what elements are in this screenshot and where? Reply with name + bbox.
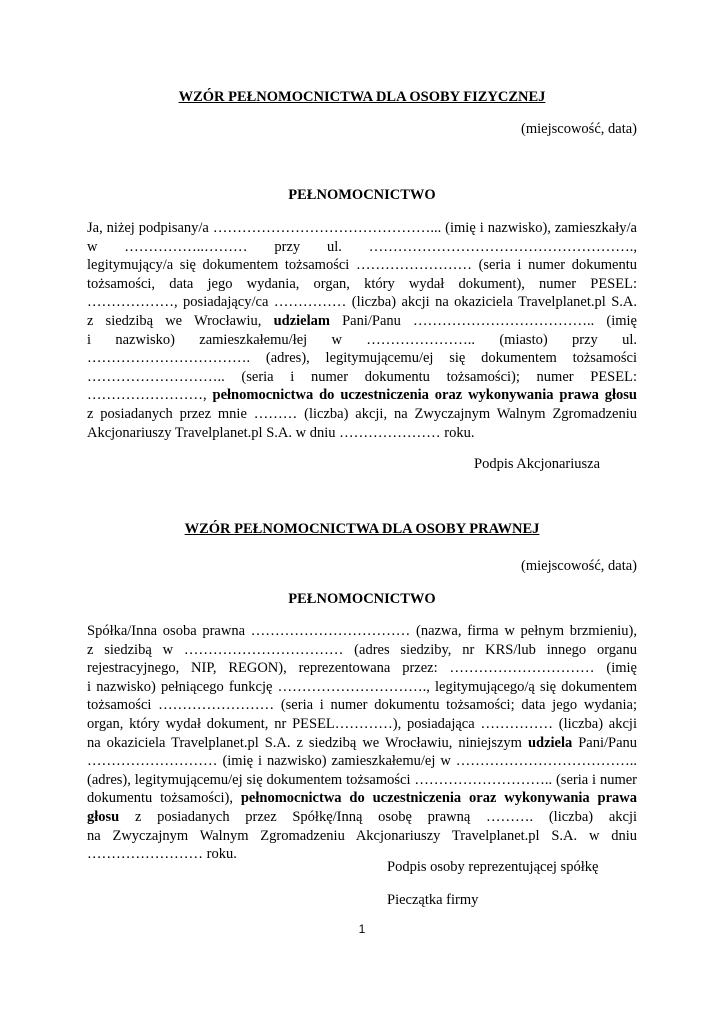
- body-line: legitymujący/a się dokumentem tożsamości …………………… (seria i numer dokumentu: [87, 257, 637, 274]
- body-line: Ja, niżej podpisany/a ………………………………………... (imię i nazwisko), zamieszkały/a: [87, 220, 637, 236]
- body-line: tożsamości …………………… (seria i numer dokumentu tożsamości; data jego wydania;: [87, 697, 637, 714]
- body-line: …………………… roku.: [87, 846, 237, 863]
- body-line: na okaziciela Travelplanet.pl S.A. z siedzibą we Wrocławiu, niniejszym udziela Pani/Panu: [87, 734, 638, 751]
- section2-signature: Podpis osoby reprezentującej spółkę: [387, 859, 599, 875]
- body-line: (adres), legitymującemu/ej się dokumentem tożsamości ……………………….. (seria i numer: [87, 771, 637, 788]
- body-line: głosu z posiadanych przez Spółkę/Inną osobę prawną ………. (liczba) akcji: [87, 808, 637, 825]
- body-line: ……………………… (imię i nazwisko) zamieszkałemu/ej w ………………………………..: [87, 753, 637, 770]
- body-line: Spółka/Inna osoba prawna …………………………… (nazwa, firma w pełnym brzmieniu),: [87, 623, 637, 639]
- section1-body: [87, 219, 637, 442]
- section1-title: PEŁNOMOCNICTWO: [288, 187, 436, 203]
- body-line: z posiadanych przez mnie ……… (liczba) akcji, na Zwyczajnym Walnym Zgromadzeniu: [87, 405, 637, 422]
- section2-stamp: Pieczątka firmy: [387, 892, 479, 908]
- section2-heading: WZÓR PEŁNOMOCNICTWA DLA OSOBY PRAWNEJ: [184, 521, 540, 537]
- body-line: ………………, posiadający/ca …………… (liczba) akcji na okaziciela Travelplanet.pl S.A.: [87, 294, 637, 311]
- body-line: w ……………..……… przy ul. ……………………………………………….,: [87, 238, 637, 255]
- body-line: z siedzibą we Wrocławiu, udzielam Pani/Panu ……………………………….. (imię: [87, 312, 637, 329]
- page-number: 1: [358, 922, 366, 936]
- body-line: ……………………….. (seria i numer dokumentu tożsamości); numer PESEL:: [87, 368, 637, 385]
- section1-signature: Podpis Akcjonariusza: [474, 456, 601, 472]
- body-line: organ, który wydał dokument, nr PESEL…………), posiadająca …………… (liczba) akcji: [87, 715, 637, 732]
- body-line: z siedzibą w …………………………… (adres siedziby, nr KRS/lub innego organu: [87, 641, 637, 658]
- section2-title: PEŁNOMOCNICTWO: [288, 591, 436, 607]
- body-line: i nazwisko) zamieszkałemu/łej w ………………….. (miasto) przy ul.: [87, 331, 637, 348]
- body-line: ……………………………. (adres), legitymującemu/ej się dokumentem tożsamości: [87, 350, 637, 367]
- body-line: dokumentu tożsamości), pełnomocnictwa do uczestniczenia oraz wykonywania prawa: [87, 790, 637, 807]
- body-line: i nazwisko) pełniącego funkcję …………………………., legitymującego/ą się dokumentem: [87, 678, 637, 695]
- body-line: ……………………, pełnomocnictwa do uczestniczenia oraz wykonywania prawa głosu: [87, 387, 637, 404]
- body-line: tożsamości, data jego wydania, organ, który wydał dokument), numer PESEL:: [87, 275, 637, 292]
- section2-body: [87, 622, 637, 864]
- section1-heading: WZÓR PEŁNOMOCNICTWA DLA OSOBY FIZYCZNEJ: [178, 89, 546, 105]
- body-line: rejestracyjnego, NIP, REGON), reprezentowana przez: ………………………… (imię: [87, 660, 637, 677]
- body-line: Akcjonariuszy Travelplanet.pl S.A. w dniu ………………… roku.: [87, 424, 475, 441]
- body-line: na Zwyczajnym Walnym Zgromadzeniu Akcjonariuszy Travelplanet.pl S.A. w dniu: [87, 827, 637, 844]
- section1-place-date: (miejscowość, data): [521, 121, 637, 137]
- section2-place-date: (miejscowość, data): [521, 558, 637, 574]
